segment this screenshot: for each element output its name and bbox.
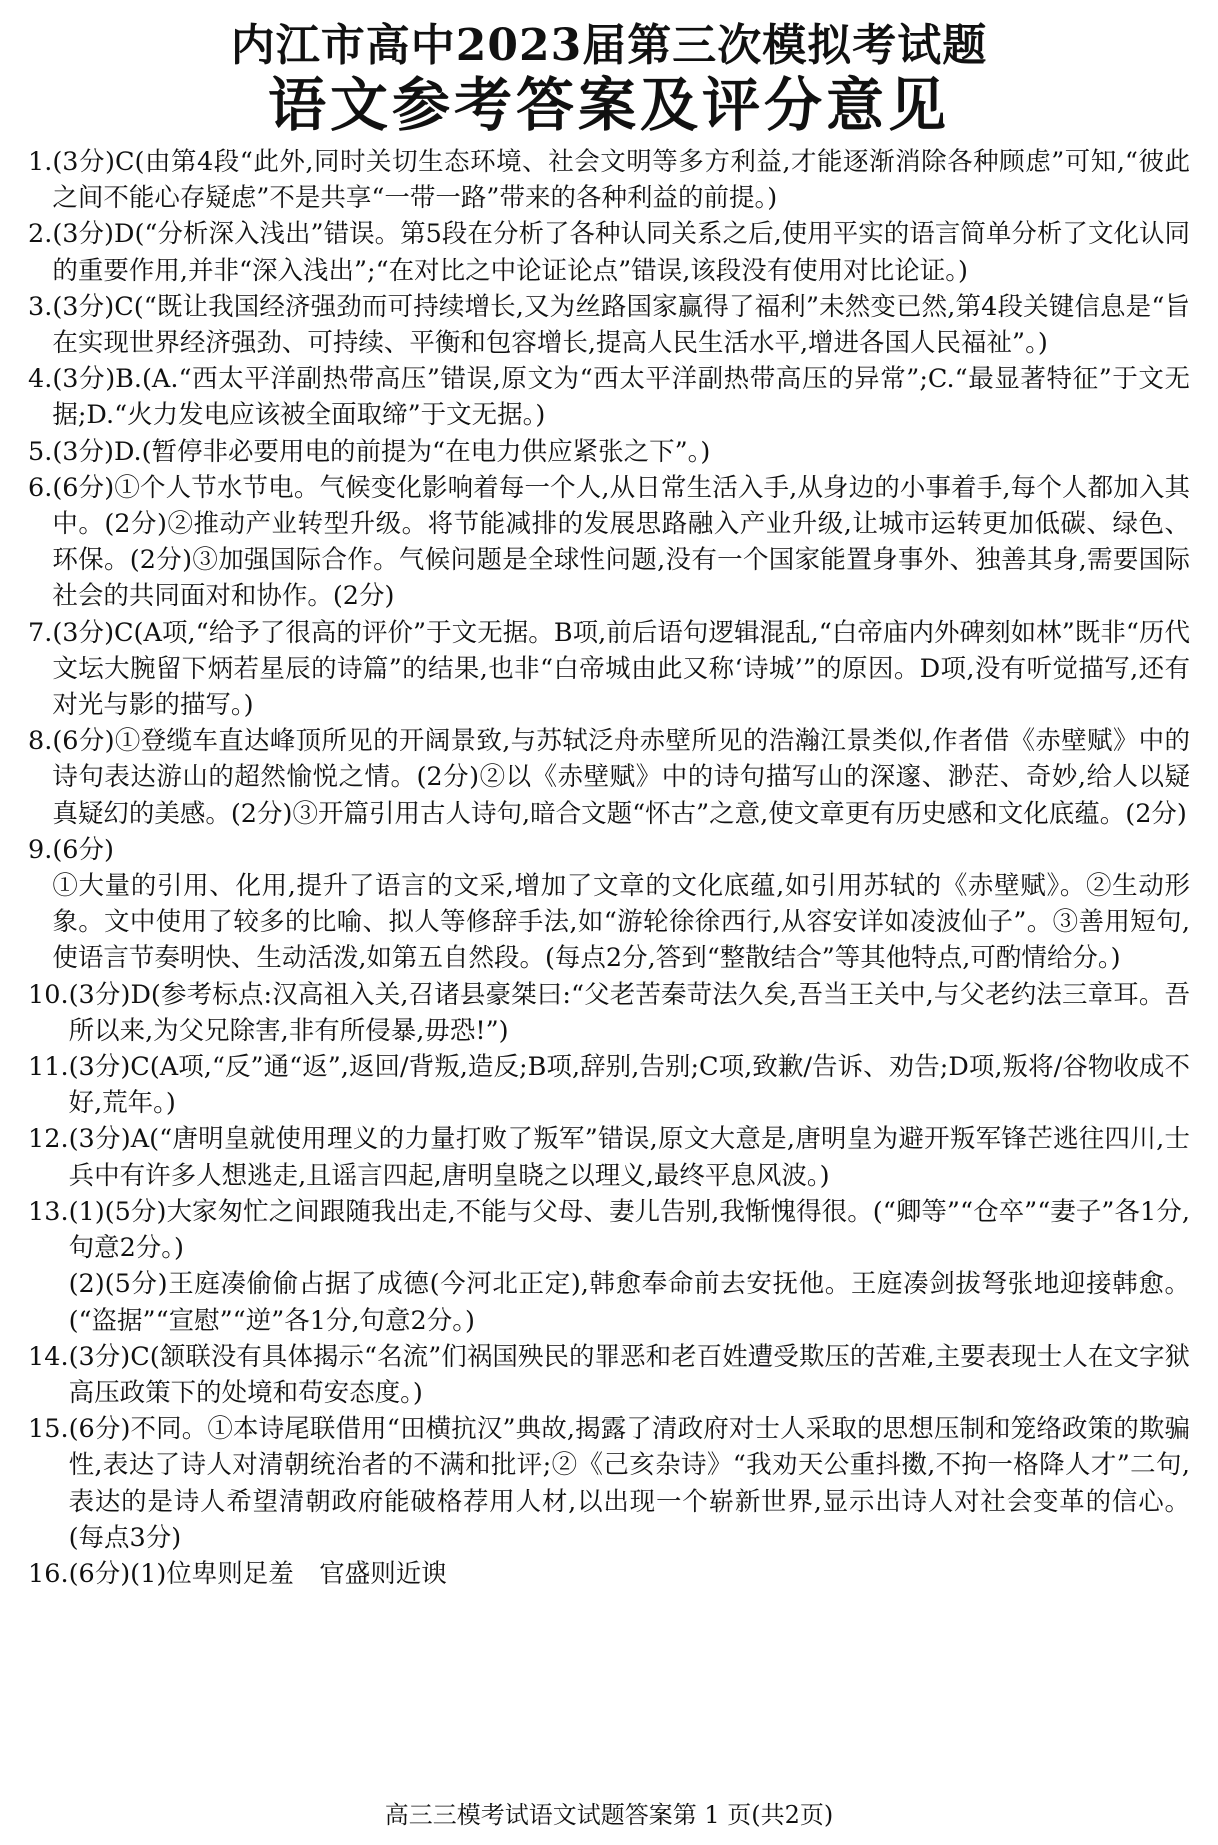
document-title: 语文参考答案及评分意见 xyxy=(267,71,950,139)
answer-item xyxy=(28,977,1190,1049)
answer-body xyxy=(69,1194,1190,1339)
answer-text: (3分)C(A项,“反”通“返”,返回/背叛,造反;B项,辞别,告别;C项,致歉/告诉、劝告;D项,叛将/谷物收成不好,荒年。) xyxy=(68,1052,1190,1119)
answer-body xyxy=(52,832,1190,977)
answer-body xyxy=(69,1411,1190,1556)
answer-text: ①大量的引用、化用,提升了语言的文采,增加了文章的文化底蕴,如引用苏轼的《赤壁赋》。②生动形象。文中使用了较多的比喻、拟人等修辞手法,如“游轮徐徐西行,从容安详如凌波仙子”。③善用短句,使语言节奏明快、生动活泼,如第五自然段。(每点2分,答到“整散结合”等其他特点,可酌情给分。) xyxy=(52,871,1190,974)
answer-body xyxy=(69,977,1190,1049)
question-number: 14. xyxy=(28,1341,69,1372)
answer-text: (3分)C(A项,“给予了很高的评价”于文无据。B项,前后语句逻辑混乱,“白帝庙内外碑刻如林”既非“历代文坛大腕留下炳若星辰的诗篇”的结果,也非“白帝城由此又称‘诗城’”的原因。D项,没有听觉描写,还有对光与影的描写。) xyxy=(52,617,1190,721)
page-footer: 高三三模考试语文试题答案第 1 页(共2页) xyxy=(384,1801,834,1829)
answer-text: (6分)不同。①本诗尾联借用“田横抗汉”典故,揭露了清政府对士人采取的思想压制和笼络政策的欺骗性,表达了诗人对清朝统治者的不满和批评;②《己亥杂诗》“我劝天公重抖擞,不拘一格降人才”二句,表达的是诗人希望清朝政府能破格荐用人材,以出现一个崭新世界,显示出诗人对社会变革的信心。(每点3分) xyxy=(68,1414,1190,1553)
question-number: 6. xyxy=(28,472,53,503)
answer-item xyxy=(28,470,1190,615)
answer-item xyxy=(28,361,1190,433)
answer-body xyxy=(52,289,1190,361)
answer-item xyxy=(28,289,1190,361)
answer-item xyxy=(28,1411,1190,1556)
answer-text: (3分)B.(A.“西太平洋副热带高压”错误,原文为“西太平洋副热带高压的异常”;C.“最显著特征”于文无据;D.“火力发电应该被全面取缔”于文无据。) xyxy=(52,364,1190,431)
answer-text: (6分)①登缆车直达峰顶所见的开阔景致,与苏轼泛舟赤壁所见的浩瀚江景类似,作者借《赤壁赋》中的诗句表达游山的超然愉悦之情。(2分)②以《赤壁赋》中的诗句描写山的深邃、渺茫、奇妙,给人以疑真疑幻的美感。(2分)③开篇引用古人诗句,暗合文题“怀古”之意,使文章更有历史感和文化底蕴。(2分) xyxy=(52,726,1190,829)
answer-text: (2)(5分)王庭凑偷偷占据了成德(今河北正定),韩愈奉命前去安抚他。王庭凑剑拔弩张地迎接韩愈。(“盗据”“宣慰”“逆”各1分,句意2分。) xyxy=(68,1269,1190,1336)
answer-item xyxy=(28,434,1190,470)
question-number: 2. xyxy=(28,219,53,250)
answer-body xyxy=(69,1556,1190,1592)
question-number: 15. xyxy=(28,1414,69,1445)
answer-text: (3分)C(“既让我国经济强劲而可持续增长,又为丝路国家赢得了福利”未然变已然,第4段关键信息是“旨在实现世界经济强劲、可持续、平衡和包容增长,提高人民生活水平,增进各国人民福祉”。) xyxy=(52,291,1190,359)
answer-list xyxy=(28,144,1190,1592)
answer-body xyxy=(69,1339,1190,1411)
answer-item xyxy=(28,144,1190,216)
answer-body xyxy=(69,1121,1190,1193)
answer-text: (1)(5分)大家匆忙之间跟随我出走,不能与父母、妻儿告别,我惭愧得很。(“卿等”“仓卒”“妻子”各1分,句意2分。) xyxy=(68,1196,1190,1264)
question-number: 13. xyxy=(28,1196,69,1227)
question-number: 1. xyxy=(28,147,53,177)
question-number: 16. xyxy=(28,1558,69,1589)
answer-item xyxy=(28,615,1190,724)
answer-body xyxy=(52,434,1190,470)
answer-body xyxy=(69,1049,1190,1121)
answer-body xyxy=(52,216,1190,288)
question-number: 9. xyxy=(28,834,53,865)
answer-text: (6分)(1)位卑则足羞 官盛则近谀 xyxy=(68,1558,447,1589)
question-number: 11. xyxy=(28,1052,69,1083)
question-number: 12. xyxy=(28,1124,69,1155)
answer-text: (3分)C(颔联没有具体揭示“名流”们祸国殃民的罪恶和老百姓遭受欺压的苦难,主要表现士人在文字狱高压政策下的处境和苟安态度。) xyxy=(68,1341,1190,1408)
answer-body xyxy=(52,361,1190,433)
answer-item xyxy=(28,832,1190,977)
question-number: 10. xyxy=(28,979,69,1010)
answer-text: (3分)D.(暂停非必要用电的前提为“在电力供应紧张之下”。) xyxy=(52,436,711,467)
answer-text: (3分)A(“唐明皇就使用理义的力量打败了叛军”错误,原文大意是,唐明皇为避开叛军锋芒逃往四川,士兵中有许多人想逃走,且谣言四起,唐明皇晓之以理义,最终平息风波。) xyxy=(68,1124,1190,1191)
answer-item xyxy=(28,723,1190,832)
answer-body xyxy=(52,723,1190,832)
exam-title: 内江市高中2023届第三次模拟考试题 xyxy=(230,20,988,71)
question-number: 4. xyxy=(28,364,53,395)
question-number: 8. xyxy=(28,726,53,757)
answer-text: (3分)C(由第4段“此外,同时关切生态环境、社会文明等多方利益,才能逐渐消除各种顾虑”可知,“彼此之间不能心存疑虑”不是共享“一带一路”带来的各种利益的前提。) xyxy=(52,147,1190,214)
answer-body xyxy=(52,144,1190,216)
question-number: 5. xyxy=(28,436,53,467)
answer-text: (6分) xyxy=(52,834,114,865)
question-number: 7. xyxy=(28,617,53,648)
answer-text: (3分)D(“分析深入浅出”错误。第5段在分析了各种认同关系之后,使用平实的语言简单分析了文化认同的重要作用,并非“深入浅出”;“在对比之中论证论点”错误,该段没有使用对比论证。) xyxy=(52,219,1190,286)
answer-body xyxy=(52,470,1190,615)
answer-item xyxy=(28,1556,1190,1592)
answer-text: (6分)①个人节水节电。气候变化影响着每一个人,从日常生活入手,从身边的小事着手,每个人都加入其中。(2分)②推动产业转型升级。将节能减排的发展思路融入产业升级,让城市运转更加低碳、绿色、环保。(2分)③加强国际合作。气候问题是全球性问题,没有一个国家能置身事外、独善其身,需要国际社会的共同面对和协作。(2分) xyxy=(52,472,1190,612)
answer-item xyxy=(28,1194,1190,1339)
answer-body xyxy=(52,615,1190,724)
answer-text: (3分)D(参考标点:汉高祖入关,召诸县豪桀曰:“父老苦秦苛法久矣,吾当王关中,与父老约法三章耳。吾所以来,为父兄除害,非有所侵暴,毋恐!”) xyxy=(68,979,1190,1046)
answer-item xyxy=(28,1049,1190,1121)
answer-item xyxy=(28,1121,1190,1193)
answer-item xyxy=(28,216,1190,288)
question-number: 3. xyxy=(28,291,53,322)
answer-item xyxy=(28,1339,1190,1411)
